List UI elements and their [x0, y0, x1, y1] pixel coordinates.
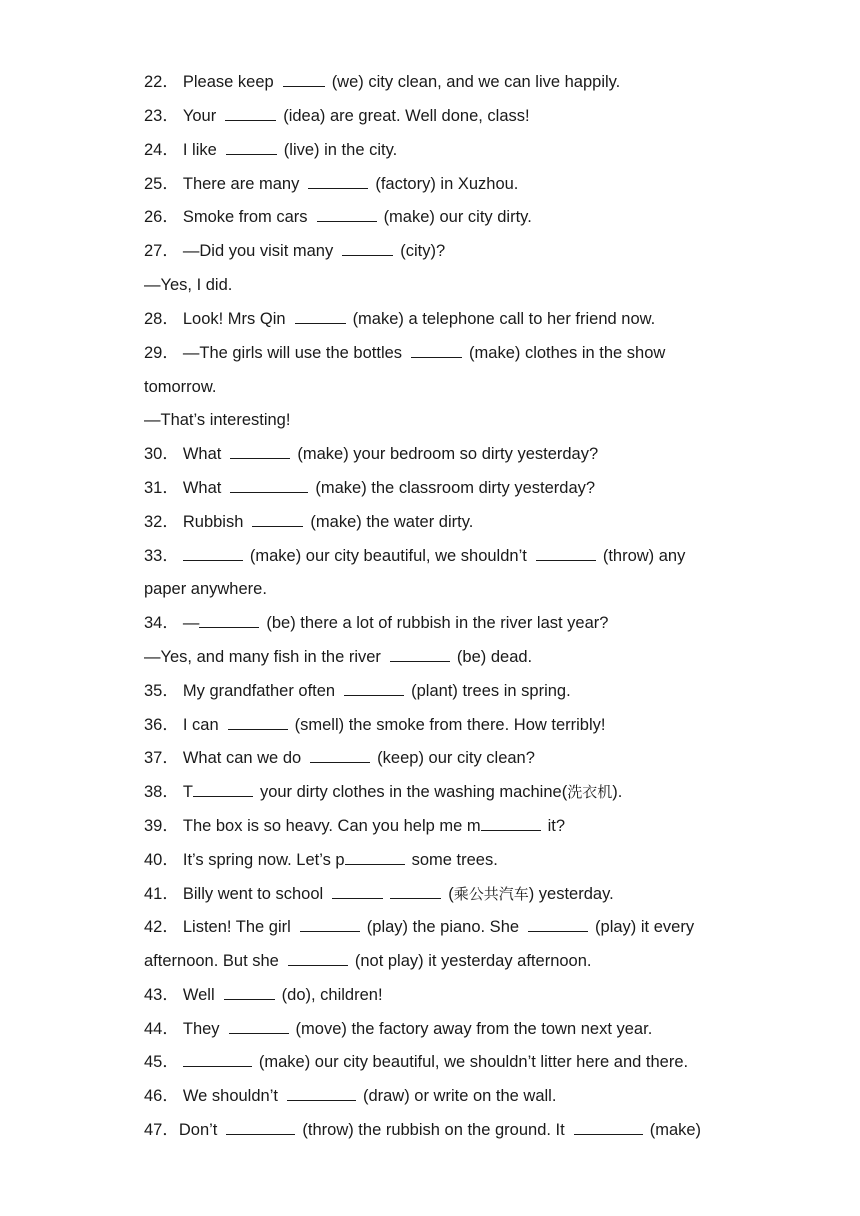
answer-blank[interactable]: [226, 1120, 295, 1135]
answer-blank[interactable]: [308, 174, 368, 189]
question-number: 24．: [144, 141, 179, 159]
question-text: Look! Mrs Qin: [182, 310, 286, 328]
question-text: (city)?: [400, 242, 446, 260]
question-text: We shouldn’t: [182, 1087, 278, 1105]
question-text: Billy went to school: [182, 885, 324, 903]
question-number: 47．: [144, 1121, 179, 1139]
question-41: [144, 884, 614, 904]
question-text: ).: [612, 783, 623, 801]
question-number: 22．: [144, 73, 179, 91]
question-number: 26．: [144, 208, 179, 226]
question-text: Rubbish: [182, 513, 244, 531]
question-text: (draw) or write on the wall.: [362, 1087, 557, 1105]
chinese-gloss: 洗衣机: [567, 783, 613, 801]
question-25: [144, 174, 518, 194]
question-text: What: [182, 445, 222, 463]
answer-blank[interactable]: [225, 106, 276, 121]
question-text: Your: [182, 107, 217, 125]
answer-blank[interactable]: [295, 309, 346, 324]
question-text: (make): [649, 1121, 702, 1139]
question-text: —The girls will use the bottles: [182, 344, 403, 362]
question-44: [144, 1019, 652, 1039]
question-23: [144, 106, 530, 126]
answer-blank[interactable]: [229, 1019, 289, 1034]
question-number: 25．: [144, 175, 179, 193]
question-35: [144, 681, 571, 701]
question-text: (make) our city dirty.: [383, 208, 532, 226]
answer-blank[interactable]: [344, 681, 404, 696]
question-number: 28．: [144, 310, 179, 328]
answer-blank[interactable]: [226, 140, 277, 155]
answer-blank[interactable]: [390, 884, 441, 899]
question-text: afternoon. But she: [144, 952, 279, 970]
question-24: [144, 140, 397, 160]
question-number: 30．: [144, 445, 179, 463]
question-text: The box is so heavy. Can you help me m: [182, 817, 481, 835]
question-number: 31．: [144, 479, 179, 497]
question-text: (make) our city beautiful, we shouldn’t litter here and there.: [258, 1053, 689, 1071]
question-32: [144, 512, 473, 532]
question-27-reply: —Yes, I did.: [144, 276, 233, 294]
question-47: [144, 1120, 701, 1140]
question-42: [144, 917, 694, 937]
question-40: [144, 850, 498, 870]
answer-blank[interactable]: [199, 613, 259, 628]
answer-blank[interactable]: [342, 241, 393, 256]
answer-blank[interactable]: [283, 72, 325, 87]
question-30: [144, 444, 598, 464]
question-text: (we) city clean, and we can live happily.: [331, 73, 621, 91]
question-text: Please keep: [182, 73, 274, 91]
question-number: 39．: [144, 817, 179, 835]
answer-blank[interactable]: [193, 782, 253, 797]
question-text: (make) a telephone call to her friend now.: [352, 310, 656, 328]
question-number: 38．: [144, 783, 179, 801]
question-22: [144, 72, 620, 92]
question-number: 44．: [144, 1020, 179, 1038]
question-29: [144, 343, 665, 363]
question-36: [144, 715, 605, 735]
question-29-reply: —That’s interesting!: [144, 411, 291, 429]
question-33: [144, 546, 685, 566]
question-38: [144, 782, 622, 802]
question-number: 32．: [144, 513, 179, 531]
answer-blank[interactable]: [536, 546, 596, 561]
question-text: (make) the classroom dirty yesterday?: [315, 479, 596, 497]
question-45: [144, 1052, 688, 1072]
answer-blank[interactable]: [528, 917, 588, 932]
question-42-continued: [144, 951, 591, 971]
question-43: [144, 985, 383, 1005]
answer-blank[interactable]: [310, 748, 370, 763]
question-26: [144, 207, 532, 227]
answer-blank[interactable]: [411, 343, 462, 358]
answer-blank[interactable]: [252, 512, 303, 527]
answer-blank[interactable]: [183, 1052, 252, 1067]
question-33-continued: paper anywhere.: [144, 580, 267, 598]
question-number: 36．: [144, 716, 179, 734]
question-number: 34．: [144, 614, 179, 632]
question-text: (make) our city beautiful, we shouldn’t: [249, 547, 527, 565]
answer-blank[interactable]: [317, 207, 377, 222]
question-text: T: [182, 783, 193, 801]
question-text: (: [448, 885, 454, 903]
question-text: (make) clothes in the show: [469, 344, 666, 362]
question-text: I can: [182, 716, 219, 734]
question-text: (keep) our city clean?: [377, 749, 535, 767]
question-text: (be) dead.: [456, 648, 533, 666]
question-text: Well: [182, 986, 215, 1004]
answer-blank[interactable]: [230, 444, 290, 459]
question-number: 29．: [144, 344, 179, 362]
question-text: ) yesterday.: [528, 885, 614, 903]
question-34-reply: [144, 647, 532, 667]
answer-blank[interactable]: [288, 951, 348, 966]
question-number: 23．: [144, 107, 179, 125]
answer-blank[interactable]: [332, 884, 383, 899]
question-29-continued: tomorrow.: [144, 378, 217, 396]
question-text: Listen! The girl: [182, 918, 291, 936]
answer-blank[interactable]: [481, 816, 541, 831]
question-number: 35．: [144, 682, 179, 700]
question-31: [144, 478, 595, 498]
question-text: Smoke from cars: [182, 208, 308, 226]
question-27: [144, 241, 445, 261]
question-text: (throw) any: [602, 547, 686, 565]
answer-blank[interactable]: [230, 478, 308, 493]
question-number: 43．: [144, 986, 179, 1004]
answer-blank[interactable]: [390, 647, 450, 662]
answer-blank[interactable]: [228, 715, 288, 730]
question-text: (do), children!: [281, 986, 383, 1004]
question-number: 27．: [144, 242, 179, 260]
answer-blank[interactable]: [287, 1086, 356, 1101]
question-text: (play) the piano. She: [366, 918, 520, 936]
answer-blank[interactable]: [574, 1120, 643, 1135]
question-number: 40．: [144, 851, 179, 869]
question-text: (factory) in Xuzhou.: [375, 175, 519, 193]
question-28: [144, 309, 655, 329]
question-text: —Yes, and many fish in the river: [144, 648, 381, 666]
question-34: [144, 613, 608, 633]
question-number: 37．: [144, 749, 179, 767]
answer-blank[interactable]: [183, 546, 243, 561]
answer-blank[interactable]: [345, 850, 405, 865]
question-text: They: [182, 1020, 220, 1038]
question-text: (idea) are great. Well done, class!: [283, 107, 530, 125]
question-text: What: [182, 479, 222, 497]
question-number: 45．: [144, 1053, 179, 1071]
chinese-gloss: 乘公共汽车: [453, 885, 529, 903]
question-text: (throw) the rubbish on the ground. It: [302, 1121, 565, 1139]
question-text: some trees.: [411, 851, 498, 869]
question-text: (not play) it yesterday afternoon.: [354, 952, 592, 970]
question-text: (make) the water dirty.: [310, 513, 474, 531]
question-number: 41．: [144, 885, 179, 903]
question-text: I like: [182, 141, 217, 159]
question-number: 33．: [144, 547, 179, 565]
question-text: (play) it every: [595, 918, 695, 936]
question-text: (make) your bedroom so dirty yesterday?: [297, 445, 599, 463]
question-37: [144, 748, 535, 768]
question-text: What can we do: [182, 749, 302, 767]
question-text: (move) the factory away from the town next year.: [295, 1020, 653, 1038]
question-text: (smell) the smoke from there. How terribly!: [294, 716, 606, 734]
question-text: (live) in the city.: [283, 141, 398, 159]
question-text: —: [182, 614, 200, 632]
question-46: [144, 1086, 556, 1106]
question-39: [144, 816, 565, 836]
question-text: Don’t: [178, 1121, 218, 1139]
question-text: My grandfather often: [182, 682, 336, 700]
answer-blank[interactable]: [300, 917, 360, 932]
question-number: 42．: [144, 918, 179, 936]
question-text: your dirty clothes in the washing machine(: [259, 783, 568, 801]
question-number: 46．: [144, 1087, 179, 1105]
question-text: it?: [547, 817, 566, 835]
question-text: —Did you visit many: [182, 242, 334, 260]
answer-blank[interactable]: [224, 985, 275, 1000]
question-text: (be) there a lot of rubbish in the river last year?: [266, 614, 609, 632]
question-text: There are many: [182, 175, 300, 193]
question-text: It’s spring now. Let’s p: [182, 851, 345, 869]
question-text: (plant) trees in spring.: [411, 682, 571, 700]
